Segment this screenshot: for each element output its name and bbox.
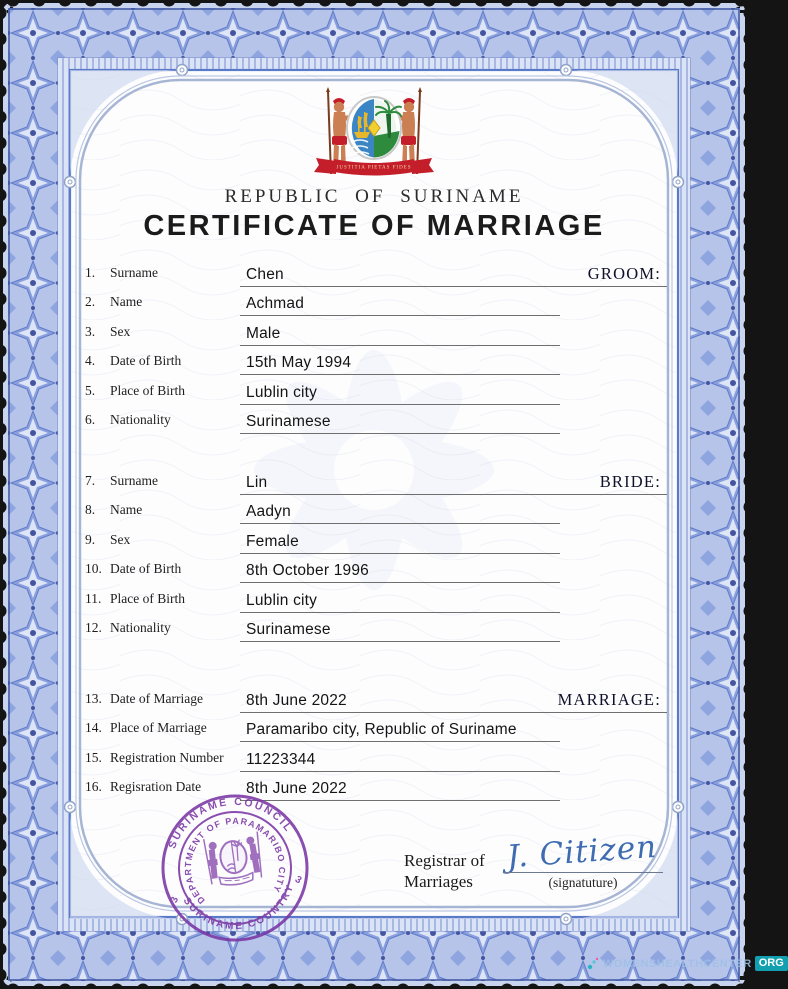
field-value: 11223344 bbox=[246, 750, 316, 768]
field-number: 8. bbox=[85, 502, 96, 517]
registrar-signature: J. Citizen bbox=[505, 828, 659, 876]
field-label: Sex bbox=[110, 323, 131, 339]
field-number: 11. bbox=[85, 590, 102, 606]
field-value: 8th June 2022 bbox=[246, 780, 347, 797]
field-number: 2. bbox=[85, 294, 96, 309]
field-value: Surinamese bbox=[246, 413, 331, 430]
field-value: Female bbox=[246, 532, 299, 550]
field-value: Lin bbox=[246, 473, 268, 491]
watermark-site-text: WOMENSHEALTHCENTER bbox=[603, 957, 752, 970]
field-label: Surname bbox=[110, 264, 158, 280]
field-row-registration-number bbox=[85, 742, 667, 772]
field-number: 10. bbox=[85, 561, 102, 576]
field-number: 14. bbox=[85, 720, 102, 735]
field-number: 5. bbox=[85, 382, 96, 398]
field-row-name-groom bbox=[85, 287, 667, 317]
field-number: 12. bbox=[85, 620, 102, 635]
field-label: Nationality bbox=[110, 620, 171, 635]
field-value: Lublin city bbox=[246, 383, 318, 401]
marriage-section bbox=[85, 683, 667, 801]
field-label: Sex bbox=[110, 531, 131, 547]
field-label: Place of Marriage bbox=[110, 720, 207, 735]
field-row-surname-bride bbox=[85, 465, 667, 495]
motto-text: JUSTITIA PIETAS FIDES bbox=[336, 165, 412, 171]
field-number: 16. bbox=[85, 779, 102, 794]
field-row-dob-bride bbox=[85, 554, 667, 584]
stamp-emblem bbox=[204, 832, 264, 889]
field-value: Aadyn bbox=[246, 503, 291, 520]
field-label: Place of Birth bbox=[110, 590, 185, 606]
groom-section bbox=[85, 257, 667, 434]
field-label: Nationality bbox=[110, 412, 171, 427]
field-label: Name bbox=[110, 502, 143, 517]
field-row-surname-groom bbox=[85, 257, 667, 287]
field-label: Name bbox=[110, 294, 143, 309]
field-number: 4. bbox=[85, 353, 96, 368]
field-value: Paramaribo city, Republic of Suriname bbox=[246, 721, 517, 738]
field-row-place-of-marriage bbox=[85, 713, 667, 743]
watermark-org-badge: ORG bbox=[755, 956, 788, 971]
section-tag-groom: GROOM: bbox=[587, 263, 661, 283]
stamp-side-left: 3 bbox=[168, 895, 182, 905]
certificate-title: CERTIFICATE OF MARRIAGE bbox=[143, 210, 605, 242]
field-number: 6. bbox=[85, 412, 96, 427]
stamp-side-right: 3 bbox=[292, 874, 304, 887]
field-value: Surinamese bbox=[246, 621, 331, 638]
stamp-arc-middle: DEPARTMENT OF PARAMARIBO CITY bbox=[182, 815, 288, 906]
field-label: Date of Birth bbox=[110, 561, 182, 576]
section-tag-bride: BRIDE: bbox=[599, 471, 661, 491]
bride-section bbox=[85, 465, 667, 642]
stamp-arc-top: SURINAME COUNCIL bbox=[166, 795, 295, 851]
site-watermark bbox=[586, 956, 788, 971]
field-number: 13. bbox=[85, 690, 102, 706]
field-number: 3. bbox=[85, 323, 96, 339]
field-row-sex-groom bbox=[85, 316, 667, 346]
field-value: Male bbox=[246, 324, 281, 342]
stamp-arc-bottom: SURINAME COUNTRY bbox=[180, 881, 297, 933]
section-tag-marriage: MARRIAGE: bbox=[557, 689, 661, 709]
field-row-pob-bride bbox=[85, 583, 667, 613]
field-label: Date of Birth bbox=[110, 353, 182, 368]
watermark-logo-icon bbox=[586, 957, 600, 971]
field-row-dob-groom bbox=[85, 346, 667, 376]
registrar-label: Registrar of Marriages bbox=[404, 851, 485, 891]
field-label: Regisration Date bbox=[110, 779, 202, 794]
field-row-date-of-marriage bbox=[85, 683, 667, 713]
coat-of-arms-emblem bbox=[306, 84, 442, 180]
field-row-name-bride bbox=[85, 495, 667, 525]
field-value: 8th October 1996 bbox=[246, 562, 369, 579]
field-row-sex-bride bbox=[85, 524, 667, 554]
field-value: Lublin city bbox=[246, 591, 318, 609]
field-number: 15. bbox=[85, 749, 102, 765]
council-stamp bbox=[139, 772, 331, 964]
field-number: 9. bbox=[85, 531, 96, 547]
field-label: Date of Marriage bbox=[110, 690, 203, 706]
field-label: Place of Birth bbox=[110, 382, 185, 398]
field-label: Surname bbox=[110, 472, 158, 488]
field-label: Registration Number bbox=[110, 749, 224, 765]
field-number: 1. bbox=[85, 264, 96, 280]
field-value: Chen bbox=[246, 265, 284, 283]
field-row-pob-groom bbox=[85, 375, 667, 405]
field-value: Achmad bbox=[246, 295, 305, 312]
field-row-nationality-groom bbox=[85, 405, 667, 435]
signature-caption: (signatuture) bbox=[548, 875, 618, 890]
field-row-nationality-bride bbox=[85, 613, 667, 643]
field-value: 15th May 1994 bbox=[246, 354, 352, 371]
field-value: 8th June 2022 bbox=[246, 691, 347, 709]
field-number: 7. bbox=[85, 472, 96, 488]
signature-line bbox=[503, 872, 663, 873]
country-name: REPUBLIC OF SURINAME bbox=[224, 186, 524, 207]
